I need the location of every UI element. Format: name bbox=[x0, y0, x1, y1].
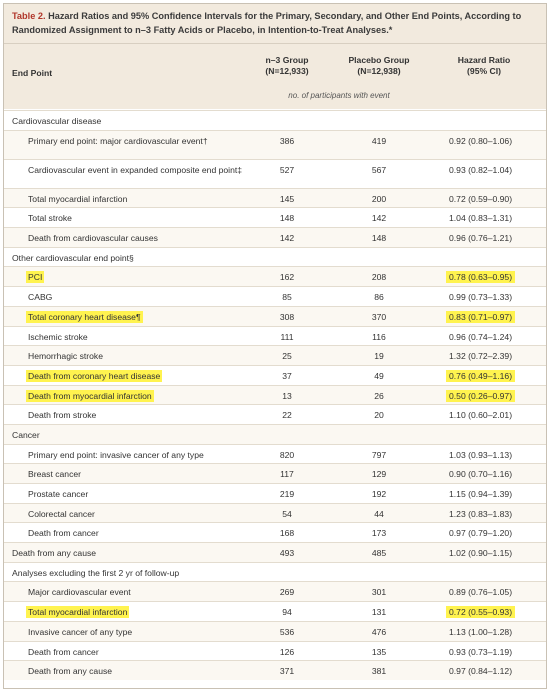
table-row bbox=[4, 503, 546, 523]
caption-text: Hazard Ratios and 95% Confidence Intervals for the Primary, Secondary, and Other End Points, According to Randomized Assignment to n–3 Fatty Acids or Placebo, in Intention-to-Treat Analyses.* bbox=[12, 11, 522, 35]
row-label-text: Hemorrhagic stroke bbox=[28, 351, 103, 362]
table-row bbox=[4, 207, 546, 227]
hazard-ratio bbox=[449, 627, 512, 638]
placebo-count: 44 bbox=[374, 508, 384, 519]
hazard-ratio bbox=[449, 607, 515, 618]
row-label-text: Total myocardial infarction bbox=[28, 607, 128, 618]
table-container bbox=[3, 3, 547, 689]
n3-count: 308 bbox=[279, 311, 295, 322]
hazard-ratio bbox=[449, 587, 512, 598]
placebo-count: 476 bbox=[371, 626, 387, 637]
hazard-ratio bbox=[449, 509, 512, 520]
header-n3-label: n–3 Group bbox=[265, 55, 309, 65]
row-label bbox=[28, 587, 131, 598]
hazard-ratio bbox=[449, 213, 512, 224]
table-row bbox=[4, 159, 546, 188]
row-label bbox=[28, 410, 96, 421]
hazard-ratio bbox=[449, 292, 512, 303]
header-hr-label: Hazard Ratio bbox=[457, 55, 511, 65]
placebo-count: 419 bbox=[371, 135, 387, 146]
hazard-ratio-text: 0.96 (0.76–1.21) bbox=[449, 233, 513, 244]
row-label bbox=[28, 450, 204, 461]
placebo-count: 142 bbox=[371, 213, 387, 224]
hazard-ratio bbox=[449, 489, 512, 500]
n3-count: 145 bbox=[279, 193, 295, 204]
row-label bbox=[28, 332, 88, 343]
n3-count: 94 bbox=[282, 607, 292, 618]
placebo-count: 208 bbox=[371, 272, 387, 283]
placebo-count: 370 bbox=[371, 311, 387, 322]
placebo-count: 129 bbox=[371, 469, 387, 480]
table-row bbox=[4, 266, 546, 286]
row-label-text: Colorectal cancer bbox=[28, 508, 95, 519]
hazard-ratio-text: 0.83 (0.71–0.97) bbox=[446, 311, 515, 323]
hazard-ratio-text: 0.93 (0.73–1.19) bbox=[449, 646, 513, 657]
row-label bbox=[28, 165, 248, 176]
table-row bbox=[4, 306, 546, 326]
table-section-row bbox=[4, 562, 546, 582]
row-label-text: Death from cancer bbox=[28, 646, 99, 657]
n3-count: 386 bbox=[279, 135, 295, 146]
n3-count: 536 bbox=[279, 626, 295, 637]
n3-count: 168 bbox=[279, 528, 295, 539]
hazard-ratio-text: 1.10 (0.60–2.01) bbox=[449, 410, 513, 421]
placebo-count: 173 bbox=[371, 528, 387, 539]
row-label-text: Analyses excluding the first 2 yr of follow-up bbox=[12, 567, 180, 578]
row-label bbox=[28, 194, 127, 205]
hazard-ratio bbox=[449, 351, 512, 362]
table-caption bbox=[4, 4, 546, 43]
hazard-ratio-text: 0.72 (0.55–0.93) bbox=[446, 606, 515, 618]
row-label bbox=[12, 253, 134, 264]
n3-count: 493 bbox=[279, 548, 295, 559]
n3-count: 219 bbox=[279, 489, 295, 499]
n3-count: 148 bbox=[279, 213, 295, 224]
hazard-ratio-text: 0.99 (0.73–1.33) bbox=[449, 292, 513, 303]
placebo-count: 797 bbox=[371, 449, 387, 460]
hazard-ratio bbox=[449, 666, 512, 677]
table-row bbox=[4, 483, 546, 503]
header-placebo-label: Placebo Group bbox=[348, 55, 410, 65]
placebo-count: 26 bbox=[374, 390, 384, 401]
hazard-ratio bbox=[449, 647, 512, 658]
hazard-ratio-text: 1.02 (0.90–1.15) bbox=[449, 548, 513, 559]
hazard-ratio bbox=[449, 548, 512, 559]
hazard-ratio bbox=[449, 194, 512, 205]
row-label-text: Cardiovascular event in expanded composite end point‡ bbox=[28, 164, 243, 175]
row-label-text: PCI bbox=[28, 272, 43, 283]
row-label bbox=[28, 312, 143, 323]
placebo-count: 49 bbox=[374, 370, 384, 381]
placebo-count: 116 bbox=[372, 331, 386, 342]
hazard-ratio bbox=[449, 450, 512, 461]
n3-count: 37 bbox=[282, 370, 292, 381]
table-body bbox=[4, 110, 546, 680]
row-label-text: Primary end point: invasive cancer of any type bbox=[28, 449, 204, 460]
hazard-ratio-text: 0.97 (0.79–1.20) bbox=[449, 528, 513, 539]
placebo-count: 19 bbox=[374, 351, 384, 362]
row-label-text: Death from any cause bbox=[28, 666, 113, 677]
hazard-ratio-text: 0.76 (0.49–1.16) bbox=[446, 370, 515, 382]
table-section-row bbox=[4, 247, 546, 267]
row-label-text: Death from cardiovascular causes bbox=[28, 233, 158, 244]
hazard-ratio bbox=[449, 391, 515, 402]
row-label bbox=[28, 351, 103, 362]
row-label-text: Primary end point: major cardiovascular event† bbox=[28, 135, 208, 146]
participants-note: no. of participants with event bbox=[288, 91, 390, 100]
hazard-ratio bbox=[449, 272, 515, 283]
hazard-ratio bbox=[449, 528, 512, 539]
hazard-ratio-text: 0.72 (0.59–0.90) bbox=[449, 193, 513, 204]
placebo-count: 131 bbox=[371, 607, 387, 618]
row-label-text: Prostate cancer bbox=[28, 489, 89, 499]
hazard-ratio bbox=[449, 233, 512, 244]
row-label bbox=[28, 607, 129, 618]
hazard-ratio-text: 0.50 (0.26–0.97) bbox=[446, 390, 515, 402]
n3-count: 25 bbox=[282, 351, 292, 362]
header-end-point: End Point bbox=[12, 68, 53, 78]
row-label bbox=[28, 233, 158, 244]
table-row bbox=[4, 641, 546, 661]
table-row bbox=[4, 463, 546, 483]
placebo-count: 86 bbox=[374, 292, 384, 303]
hazard-ratio-text: 0.78 (0.63–0.95) bbox=[446, 271, 515, 283]
hazard-ratio-text: 1.15 (0.94–1.39) bbox=[449, 489, 513, 499]
row-label-text: Death from cancer bbox=[28, 528, 99, 539]
header-placebo-group bbox=[339, 55, 419, 77]
header-placebo-count: (N=12,938) bbox=[357, 66, 401, 76]
row-label-text: Total myocardial infarction bbox=[28, 193, 128, 204]
placebo-count: 20 bbox=[374, 410, 384, 421]
table-row bbox=[4, 345, 546, 365]
n3-count: 13 bbox=[282, 390, 292, 401]
row-label bbox=[28, 627, 132, 638]
hazard-ratio bbox=[449, 136, 512, 147]
table-row bbox=[4, 581, 546, 601]
table-row bbox=[4, 365, 546, 385]
row-label-text: Death from stroke bbox=[28, 410, 97, 421]
table-row bbox=[4, 601, 546, 621]
placebo-count: 148 bbox=[371, 233, 387, 244]
placebo-count: 381 bbox=[371, 666, 387, 677]
row-label bbox=[28, 136, 248, 147]
n3-count: 269 bbox=[279, 587, 295, 598]
header-n3-count: (N=12,933) bbox=[265, 66, 309, 76]
table-row bbox=[4, 444, 546, 464]
table-number: Table 2. bbox=[12, 11, 46, 21]
row-label bbox=[28, 371, 162, 382]
row-label-text: Other cardiovascular end point§ bbox=[12, 252, 134, 263]
row-label bbox=[28, 292, 52, 303]
row-label-text: Ischemic stroke bbox=[28, 331, 88, 342]
table-row bbox=[4, 130, 546, 159]
hazard-ratio bbox=[449, 371, 515, 382]
table-row bbox=[4, 227, 546, 247]
table-row bbox=[4, 621, 546, 641]
table-row bbox=[4, 326, 546, 346]
n3-count: 142 bbox=[279, 233, 295, 244]
row-label bbox=[28, 647, 99, 658]
placebo-count: 135 bbox=[371, 646, 387, 657]
hazard-ratio bbox=[449, 312, 515, 323]
table-row bbox=[4, 286, 546, 306]
hazard-ratio bbox=[449, 332, 512, 343]
row-label-text: Invasive cancer of any type bbox=[28, 626, 133, 637]
n3-count: 111 bbox=[280, 331, 294, 342]
header-hazard-ratio bbox=[444, 55, 524, 77]
row-label bbox=[28, 272, 44, 283]
table-header bbox=[4, 43, 546, 109]
table-row bbox=[4, 522, 546, 542]
placebo-count: 192 bbox=[371, 489, 387, 499]
table-section-row bbox=[4, 542, 546, 562]
header-n3-group bbox=[252, 55, 322, 77]
hazard-ratio-text: 0.97 (0.84–1.12) bbox=[449, 666, 513, 677]
placebo-count: 485 bbox=[371, 548, 387, 559]
row-label-text: CABG bbox=[28, 292, 53, 303]
n3-count: 162 bbox=[279, 272, 295, 283]
table-row bbox=[4, 404, 546, 424]
table-row bbox=[4, 385, 546, 405]
row-label-text: Total coronary heart disease¶ bbox=[28, 311, 141, 322]
hazard-ratio-text: 0.89 (0.76–1.05) bbox=[449, 587, 513, 598]
hazard-ratio bbox=[449, 410, 512, 421]
hazard-ratio-text: 0.93 (0.82–1.04) bbox=[449, 164, 513, 175]
row-label-text: Breast cancer bbox=[28, 469, 82, 480]
row-label-text: Total stroke bbox=[28, 213, 72, 224]
row-label-text: Cardiovascular disease bbox=[12, 116, 102, 126]
placebo-count: 200 bbox=[371, 193, 387, 204]
hazard-ratio-text: 1.13 (1.00–1.28) bbox=[449, 626, 513, 637]
hazard-ratio-text: 1.04 (0.83–1.31) bbox=[449, 213, 513, 224]
placebo-count: 567 bbox=[371, 164, 387, 175]
header-hr-ci: (95% CI) bbox=[467, 66, 501, 76]
table-row bbox=[4, 660, 546, 680]
hazard-ratio-text: 1.23 (0.83–1.83) bbox=[449, 508, 513, 519]
row-label bbox=[28, 509, 95, 520]
row-label-text: Death from coronary heart disease bbox=[28, 370, 161, 381]
row-label bbox=[28, 489, 88, 500]
row-label bbox=[12, 430, 40, 441]
hazard-ratio-text: 0.96 (0.74–1.24) bbox=[449, 331, 513, 342]
row-label bbox=[28, 391, 154, 402]
row-label-text: Cancer bbox=[12, 429, 40, 440]
row-label-text: Death from any cause bbox=[12, 548, 97, 559]
row-label bbox=[28, 213, 72, 224]
n3-count: 371 bbox=[279, 666, 295, 677]
row-label bbox=[12, 548, 96, 559]
table-section-row bbox=[4, 424, 546, 444]
n3-count: 117 bbox=[280, 469, 294, 480]
n3-count: 126 bbox=[279, 646, 295, 657]
row-label bbox=[28, 528, 99, 539]
n3-count: 85 bbox=[282, 292, 292, 303]
row-label-text: Death from myocardial infarction bbox=[28, 390, 152, 401]
hazard-ratio-text: 0.90 (0.70–1.16) bbox=[449, 469, 513, 480]
hazard-ratio-text: 1.03 (0.93–1.13) bbox=[449, 449, 513, 460]
table-section-row bbox=[4, 110, 546, 130]
hazard-ratio bbox=[449, 469, 512, 480]
hazard-ratio-text: 1.32 (0.72–2.39) bbox=[449, 351, 513, 362]
table-row bbox=[4, 188, 546, 208]
row-label-text: Major cardiovascular event bbox=[28, 587, 131, 598]
n3-count: 820 bbox=[279, 449, 295, 460]
row-label bbox=[28, 469, 81, 480]
row-label bbox=[12, 116, 101, 127]
hazard-ratio bbox=[449, 165, 512, 176]
placebo-count: 301 bbox=[371, 587, 387, 598]
hazard-ratio-text: 0.92 (0.80–1.06) bbox=[449, 135, 513, 146]
n3-count: 527 bbox=[279, 164, 295, 175]
row-label bbox=[12, 568, 179, 579]
n3-count: 22 bbox=[282, 410, 292, 421]
row-label bbox=[28, 666, 112, 677]
n3-count: 54 bbox=[282, 508, 292, 519]
